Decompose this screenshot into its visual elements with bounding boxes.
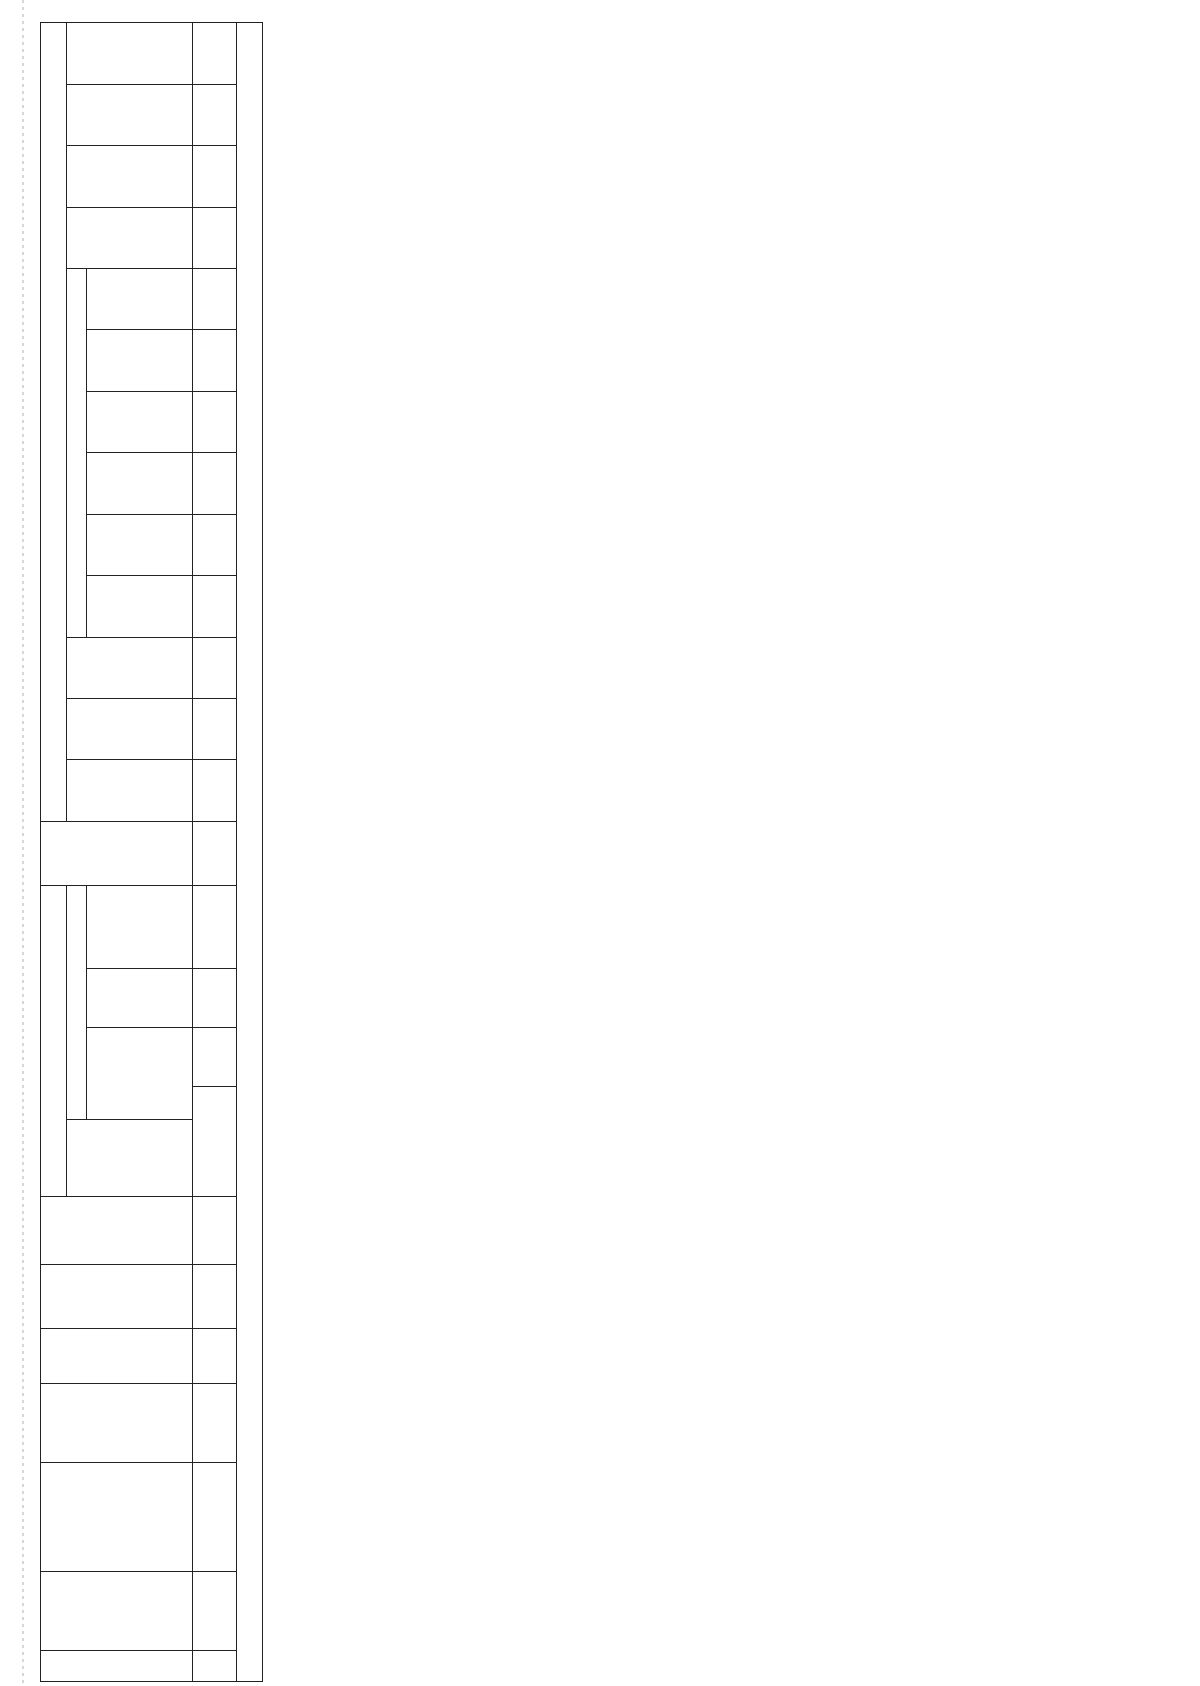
header-local xyxy=(87,885,193,968)
header-electric xyxy=(87,330,193,391)
header-roof xyxy=(67,699,193,760)
header-design-year xyxy=(67,84,193,145)
header-elevator xyxy=(67,146,193,207)
header-cold-water xyxy=(87,514,193,575)
header-num xyxy=(41,1651,193,1682)
header-cost-total xyxy=(67,1120,193,1197)
header-type xyxy=(41,1462,193,1572)
header-cost-group xyxy=(41,885,67,1197)
header-engineering xyxy=(67,268,87,637)
header-gas xyxy=(87,268,193,329)
total-owners-sum xyxy=(193,885,237,968)
total-cost-sum xyxy=(193,1087,237,1197)
header-incl xyxy=(67,885,87,1120)
header-living-area xyxy=(41,1197,193,1265)
total-area-sum xyxy=(193,1265,237,1329)
header-fund xyxy=(87,1028,193,1120)
header-sewer xyxy=(87,453,193,514)
header-foundation xyxy=(67,760,193,821)
header-hot-water xyxy=(87,391,193,452)
header-facade xyxy=(67,637,193,698)
total-label xyxy=(193,1572,237,1651)
total-living-sum xyxy=(193,1197,237,1265)
header-basement xyxy=(67,207,193,268)
header-works-group xyxy=(41,23,67,822)
section-title xyxy=(237,23,263,1682)
scan-edge xyxy=(22,0,24,1686)
header-total-area xyxy=(41,1265,193,1329)
table-total xyxy=(193,23,263,1682)
rotated-sheet xyxy=(40,22,1160,1682)
header-address xyxy=(41,1572,193,1651)
header-control-year xyxy=(67,23,193,85)
header-district xyxy=(41,1383,193,1462)
capital-repair-table xyxy=(40,22,263,1682)
header-regional xyxy=(87,968,193,1027)
header-year-built xyxy=(41,1328,193,1383)
header-privatization xyxy=(41,821,193,885)
header-heat xyxy=(87,576,193,637)
